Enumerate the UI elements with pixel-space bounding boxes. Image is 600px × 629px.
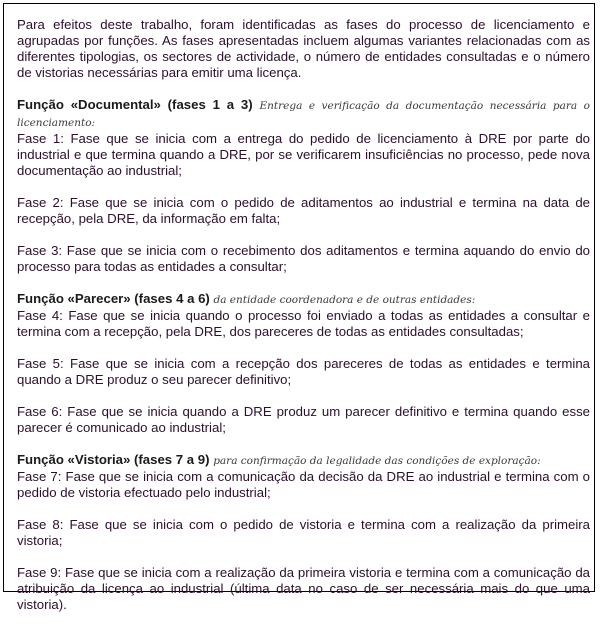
phase-7: Fase 7: Fase que se inicia com a comunicação da decisão da DRE ao industrial e termina com o pedido de vistoria efectuado pelo industrial;: [17, 469, 590, 500]
phase-6: Fase 6: Fase que se inicia quando a DRE produz um parecer definitivo e termina quando esse parecer é comunicado ao industrial;: [17, 404, 590, 435]
phase-5: Fase 5: Fase que se inicia com a recepção dos pareceres de todas as entidades e termina quando a DRE produz o seu parecer definitivo;: [17, 356, 590, 387]
function-heading: [17, 97, 590, 131]
intro-paragraph: Para efeitos deste trabalho, foram identificadas as fases do processo de licenciamento e agrupadas por funções. As fases apresentadas incluem algumas variantes relacionadas com as diferentes tipologias, os sectores de actividade, o número de entidades consultadas e o número de vistorias necessárias para emitir uma licença.: [17, 17, 590, 80]
phase-2: Fase 2: Fase que se inicia com o pedido de aditamentos ao industrial e termina na data de recepção, pela DRE, da informação em falta;: [17, 195, 590, 226]
function-vistoria: [17, 452, 590, 613]
phase-8: Fase 8: Fase que se inicia com o pedido de vistoria e termina com a realização da primeira vistoria;: [17, 517, 590, 548]
function-heading: [17, 452, 590, 469]
function-parecer: [17, 291, 590, 436]
phase-1: Fase 1: Fase que se inicia com a entrega do pedido de licenciamento à DRE por parte do industrial e que termina quando a DRE, por se verificarem insuficiências no processo, pede nova documentação ao industrial;: [17, 131, 590, 178]
function-description: da entidade coordenadora e de outras entidades:: [213, 294, 476, 306]
function-title: Função «Documental» (fases 1 a 3): [17, 97, 253, 112]
phase-3: Fase 3: Fase que se inicia com o recebimento dos aditamentos e termina aquando do envio do processo para todas as entidades a consultar;: [17, 243, 590, 274]
function-title: Função «Vistoria» (fases 7 a 9): [17, 452, 210, 467]
function-heading: [17, 291, 590, 308]
phase-4: Fase 4: Fase que se inicia quando o processo foi enviado a todas as entidades a consultar e termina com a recepção, pela DRE, dos pareceres de todas as entidades consultadas;: [17, 308, 590, 339]
document-content: [17, 17, 590, 629]
function-description: Entrega e verificação da documentação necessária para o licenciamento:: [17, 100, 591, 129]
document-box: [3, 3, 595, 612]
phase-9: Fase 9: Fase que se inicia com a realização da primeira vistoria e termina com a comunicação da atribuição da licença ao industrial (última data no caso de ser necessária mais do que uma vistoria).: [17, 565, 590, 612]
function-description: para confirmação da legalidade das condições de exploração:: [213, 455, 541, 467]
function-title: Função «Parecer» (fases 4 a 6): [17, 291, 210, 306]
function-documental: [17, 97, 590, 275]
